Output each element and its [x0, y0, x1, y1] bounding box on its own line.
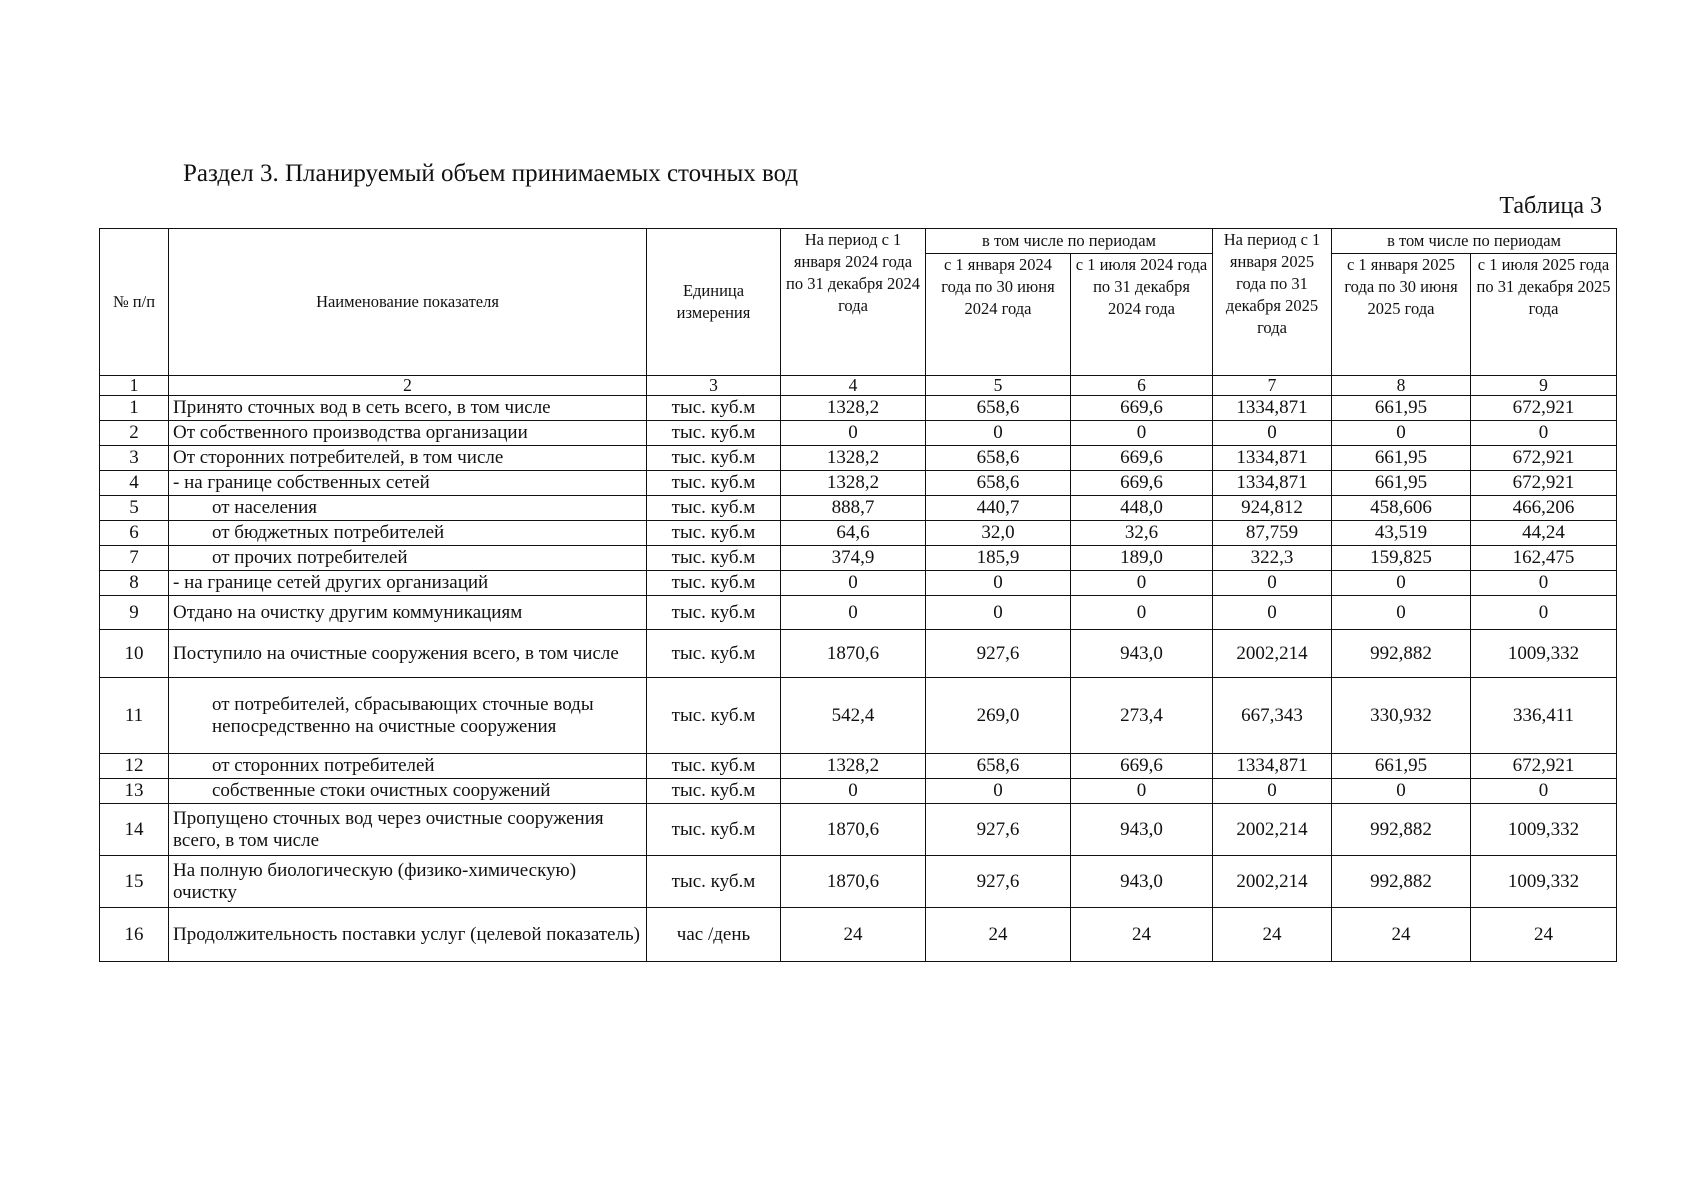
- indicator-name: От собственного производства организации: [169, 421, 647, 446]
- row-number: 9: [100, 596, 169, 630]
- value-cell: 0: [1332, 779, 1471, 804]
- value-cell: 374,9: [781, 546, 926, 571]
- value-cell: 992,882: [1332, 630, 1471, 678]
- value-cell: 1870,6: [781, 804, 926, 856]
- value-cell: 24: [1071, 908, 1213, 962]
- value-cell: 0: [1471, 571, 1617, 596]
- value-cell: 927,6: [926, 856, 1071, 908]
- table-row: [100, 908, 1617, 962]
- unit-cell: тыс. куб.м: [647, 446, 781, 471]
- header-half2-2025: с 1 июля 2025 года по 31 декабря 2025 года: [1471, 254, 1617, 376]
- value-cell: 0: [926, 596, 1071, 630]
- value-cell: 943,0: [1071, 856, 1213, 908]
- value-cell: 0: [781, 779, 926, 804]
- value-cell: 1009,332: [1471, 804, 1617, 856]
- wastewater-volume-table: [99, 228, 1617, 962]
- value-cell: 189,0: [1071, 546, 1213, 571]
- column-number-row: [100, 376, 1617, 396]
- indicator-name: - на границе сетей других организаций: [169, 571, 647, 596]
- column-number: 1: [100, 376, 169, 396]
- value-cell: 992,882: [1332, 856, 1471, 908]
- value-cell: 661,95: [1332, 446, 1471, 471]
- table-header: [100, 229, 1617, 396]
- value-cell: 1334,871: [1213, 446, 1332, 471]
- header-group-2024: в том числе по периодам: [926, 229, 1213, 254]
- table-row: [100, 779, 1617, 804]
- row-number: 8: [100, 571, 169, 596]
- value-cell: 87,759: [1213, 521, 1332, 546]
- value-cell: 658,6: [926, 471, 1071, 496]
- value-cell: 667,343: [1213, 678, 1332, 754]
- value-cell: 1328,2: [781, 754, 926, 779]
- table-row: [100, 571, 1617, 596]
- header-half1-2025: с 1 января 2025 года по 30 июня 2025 года: [1332, 254, 1471, 376]
- column-number: 8: [1332, 376, 1471, 396]
- indicator-name: Пропущено сточных вод через очистные сооружения всего, в том числе: [169, 804, 647, 856]
- header-half2-2024: с 1 июля 2024 года по 31 декабря 2024 года: [1071, 254, 1213, 376]
- table-row: [100, 804, 1617, 856]
- unit-cell: тыс. куб.м: [647, 521, 781, 546]
- indicator-name: от прочих потребителей: [169, 546, 647, 571]
- value-cell: 0: [781, 596, 926, 630]
- value-cell: 24: [1471, 908, 1617, 962]
- value-cell: 0: [1213, 596, 1332, 630]
- table-row: [100, 496, 1617, 521]
- value-cell: 992,882: [1332, 804, 1471, 856]
- value-cell: 0: [1213, 421, 1332, 446]
- table-body: [100, 396, 1617, 962]
- unit-cell: тыс. куб.м: [647, 546, 781, 571]
- column-number: 4: [781, 376, 926, 396]
- row-number: 11: [100, 678, 169, 754]
- table-row: [100, 856, 1617, 908]
- value-cell: 0: [926, 421, 1071, 446]
- table-row: [100, 446, 1617, 471]
- indicator-name: - на границе собственных сетей: [169, 471, 647, 496]
- value-cell: 927,6: [926, 804, 1071, 856]
- indicator-name: Поступило на очистные сооружения всего, в том числе: [169, 630, 647, 678]
- column-number: 5: [926, 376, 1071, 396]
- value-cell: 159,825: [1332, 546, 1471, 571]
- value-cell: 1870,6: [781, 630, 926, 678]
- unit-cell: тыс. куб.м: [647, 571, 781, 596]
- value-cell: 661,95: [1332, 754, 1471, 779]
- value-cell: 466,206: [1471, 496, 1617, 521]
- value-cell: 24: [1213, 908, 1332, 962]
- value-cell: 658,6: [926, 446, 1071, 471]
- value-cell: 0: [926, 571, 1071, 596]
- value-cell: 44,24: [1471, 521, 1617, 546]
- value-cell: 0: [1471, 421, 1617, 446]
- row-number: 12: [100, 754, 169, 779]
- value-cell: 1334,871: [1213, 471, 1332, 496]
- value-cell: 0: [1471, 596, 1617, 630]
- unit-cell: тыс. куб.м: [647, 804, 781, 856]
- value-cell: 1870,6: [781, 856, 926, 908]
- row-number: 6: [100, 521, 169, 546]
- value-cell: 440,7: [926, 496, 1071, 521]
- value-cell: 1334,871: [1213, 754, 1332, 779]
- table-row: [100, 421, 1617, 446]
- row-number: 15: [100, 856, 169, 908]
- indicator-name: от потребителей, сбрасывающих сточные воды непосредственно на очистные сооружения: [169, 678, 647, 754]
- value-cell: 0: [781, 421, 926, 446]
- value-cell: 2002,214: [1213, 630, 1332, 678]
- row-number: 2: [100, 421, 169, 446]
- value-cell: 0: [781, 571, 926, 596]
- value-cell: 672,921: [1471, 446, 1617, 471]
- value-cell: 43,519: [1332, 521, 1471, 546]
- unit-cell: тыс. куб.м: [647, 596, 781, 630]
- value-cell: 669,6: [1071, 754, 1213, 779]
- unit-cell: тыс. куб.м: [647, 754, 781, 779]
- value-cell: 672,921: [1471, 396, 1617, 421]
- value-cell: 661,95: [1332, 396, 1471, 421]
- value-cell: 32,6: [1071, 521, 1213, 546]
- unit-cell: тыс. куб.м: [647, 856, 781, 908]
- value-cell: 448,0: [1071, 496, 1213, 521]
- value-cell: 669,6: [1071, 396, 1213, 421]
- table-row: [100, 521, 1617, 546]
- row-number: 3: [100, 446, 169, 471]
- value-cell: 661,95: [1332, 471, 1471, 496]
- value-cell: 64,6: [781, 521, 926, 546]
- unit-cell: тыс. куб.м: [647, 471, 781, 496]
- header-row-number: № п/п: [100, 229, 169, 376]
- row-number: 10: [100, 630, 169, 678]
- table-row: [100, 754, 1617, 779]
- value-cell: 1009,332: [1471, 856, 1617, 908]
- value-cell: 943,0: [1071, 804, 1213, 856]
- column-number: 7: [1213, 376, 1332, 396]
- unit-cell: час /день: [647, 908, 781, 962]
- value-cell: 336,411: [1471, 678, 1617, 754]
- value-cell: 658,6: [926, 754, 1071, 779]
- value-cell: 269,0: [926, 678, 1071, 754]
- value-cell: 273,4: [1071, 678, 1213, 754]
- value-cell: 24: [1332, 908, 1471, 962]
- column-number: 9: [1471, 376, 1617, 396]
- value-cell: 0: [1071, 596, 1213, 630]
- indicator-name: Отдано на очистку другим коммуникациям: [169, 596, 647, 630]
- value-cell: 0: [1332, 421, 1471, 446]
- indicator-name: От сторонних потребителей, в том числе: [169, 446, 647, 471]
- value-cell: 185,9: [926, 546, 1071, 571]
- header-indicator-name: Наименование показателя: [169, 229, 647, 376]
- value-cell: 32,0: [926, 521, 1071, 546]
- value-cell: 0: [1471, 779, 1617, 804]
- unit-cell: тыс. куб.м: [647, 496, 781, 521]
- row-number: 7: [100, 546, 169, 571]
- indicator-name: Принято сточных вод в сеть всего, в том числе: [169, 396, 647, 421]
- value-cell: 0: [1332, 571, 1471, 596]
- row-number: 5: [100, 496, 169, 521]
- value-cell: 924,812: [1213, 496, 1332, 521]
- row-number: 16: [100, 908, 169, 962]
- value-cell: 927,6: [926, 630, 1071, 678]
- value-cell: 0: [1071, 421, 1213, 446]
- value-cell: 330,932: [1332, 678, 1471, 754]
- header-unit: Единица измерения: [647, 229, 781, 376]
- value-cell: 672,921: [1471, 471, 1617, 496]
- table-caption: Таблица 3: [1499, 193, 1602, 219]
- table-row: [100, 596, 1617, 630]
- unit-cell: тыс. куб.м: [647, 421, 781, 446]
- row-number: 14: [100, 804, 169, 856]
- value-cell: 24: [926, 908, 1071, 962]
- header-period-2025: На период с 1 января 2025 года по 31 декабря 2025 года: [1213, 229, 1332, 376]
- unit-cell: тыс. куб.м: [647, 779, 781, 804]
- column-number: 2: [169, 376, 647, 396]
- section-title: Раздел 3. Планируемый объем принимаемых сточных вод: [183, 160, 799, 187]
- table-row: [100, 471, 1617, 496]
- table-row: [100, 546, 1617, 571]
- indicator-name: от сторонних потребителей: [169, 754, 647, 779]
- column-number: 3: [647, 376, 781, 396]
- value-cell: 162,475: [1471, 546, 1617, 571]
- indicator-name: Продолжительность поставки услуг (целевой показатель): [169, 908, 647, 962]
- value-cell: 458,606: [1332, 496, 1471, 521]
- value-cell: 24: [781, 908, 926, 962]
- table-row: [100, 678, 1617, 754]
- value-cell: 943,0: [1071, 630, 1213, 678]
- header-half1-2024: с 1 января 2024 года по 30 июня 2024 года: [926, 254, 1071, 376]
- value-cell: 1328,2: [781, 446, 926, 471]
- row-number: 13: [100, 779, 169, 804]
- value-cell: 658,6: [926, 396, 1071, 421]
- indicator-name: На полную биологическую (физико-химическую) очистку: [169, 856, 647, 908]
- value-cell: 0: [1213, 571, 1332, 596]
- indicator-name: от бюджетных потребителей: [169, 521, 647, 546]
- unit-cell: тыс. куб.м: [647, 396, 781, 421]
- value-cell: 1328,2: [781, 396, 926, 421]
- value-cell: 0: [926, 779, 1071, 804]
- value-cell: 0: [1071, 571, 1213, 596]
- value-cell: 888,7: [781, 496, 926, 521]
- value-cell: 669,6: [1071, 471, 1213, 496]
- value-cell: 669,6: [1071, 446, 1213, 471]
- column-number: 6: [1071, 376, 1213, 396]
- value-cell: 322,3: [1213, 546, 1332, 571]
- indicator-name: от населения: [169, 496, 647, 521]
- header-group-2025: в том числе по периодам: [1332, 229, 1617, 254]
- value-cell: 1009,332: [1471, 630, 1617, 678]
- header-period-2024: На период с 1 января 2024 года по 31 декабря 2024 года: [781, 229, 926, 376]
- value-cell: 542,4: [781, 678, 926, 754]
- value-cell: 1328,2: [781, 471, 926, 496]
- unit-cell: тыс. куб.м: [647, 678, 781, 754]
- value-cell: 2002,214: [1213, 856, 1332, 908]
- value-cell: 1334,871: [1213, 396, 1332, 421]
- value-cell: 2002,214: [1213, 804, 1332, 856]
- unit-cell: тыс. куб.м: [647, 630, 781, 678]
- row-number: 4: [100, 471, 169, 496]
- table-row: [100, 630, 1617, 678]
- value-cell: 672,921: [1471, 754, 1617, 779]
- value-cell: 0: [1213, 779, 1332, 804]
- value-cell: 0: [1071, 779, 1213, 804]
- row-number: 1: [100, 396, 169, 421]
- table-row: [100, 396, 1617, 421]
- indicator-name: собственные стоки очистных сооружений: [169, 779, 647, 804]
- value-cell: 0: [1332, 596, 1471, 630]
